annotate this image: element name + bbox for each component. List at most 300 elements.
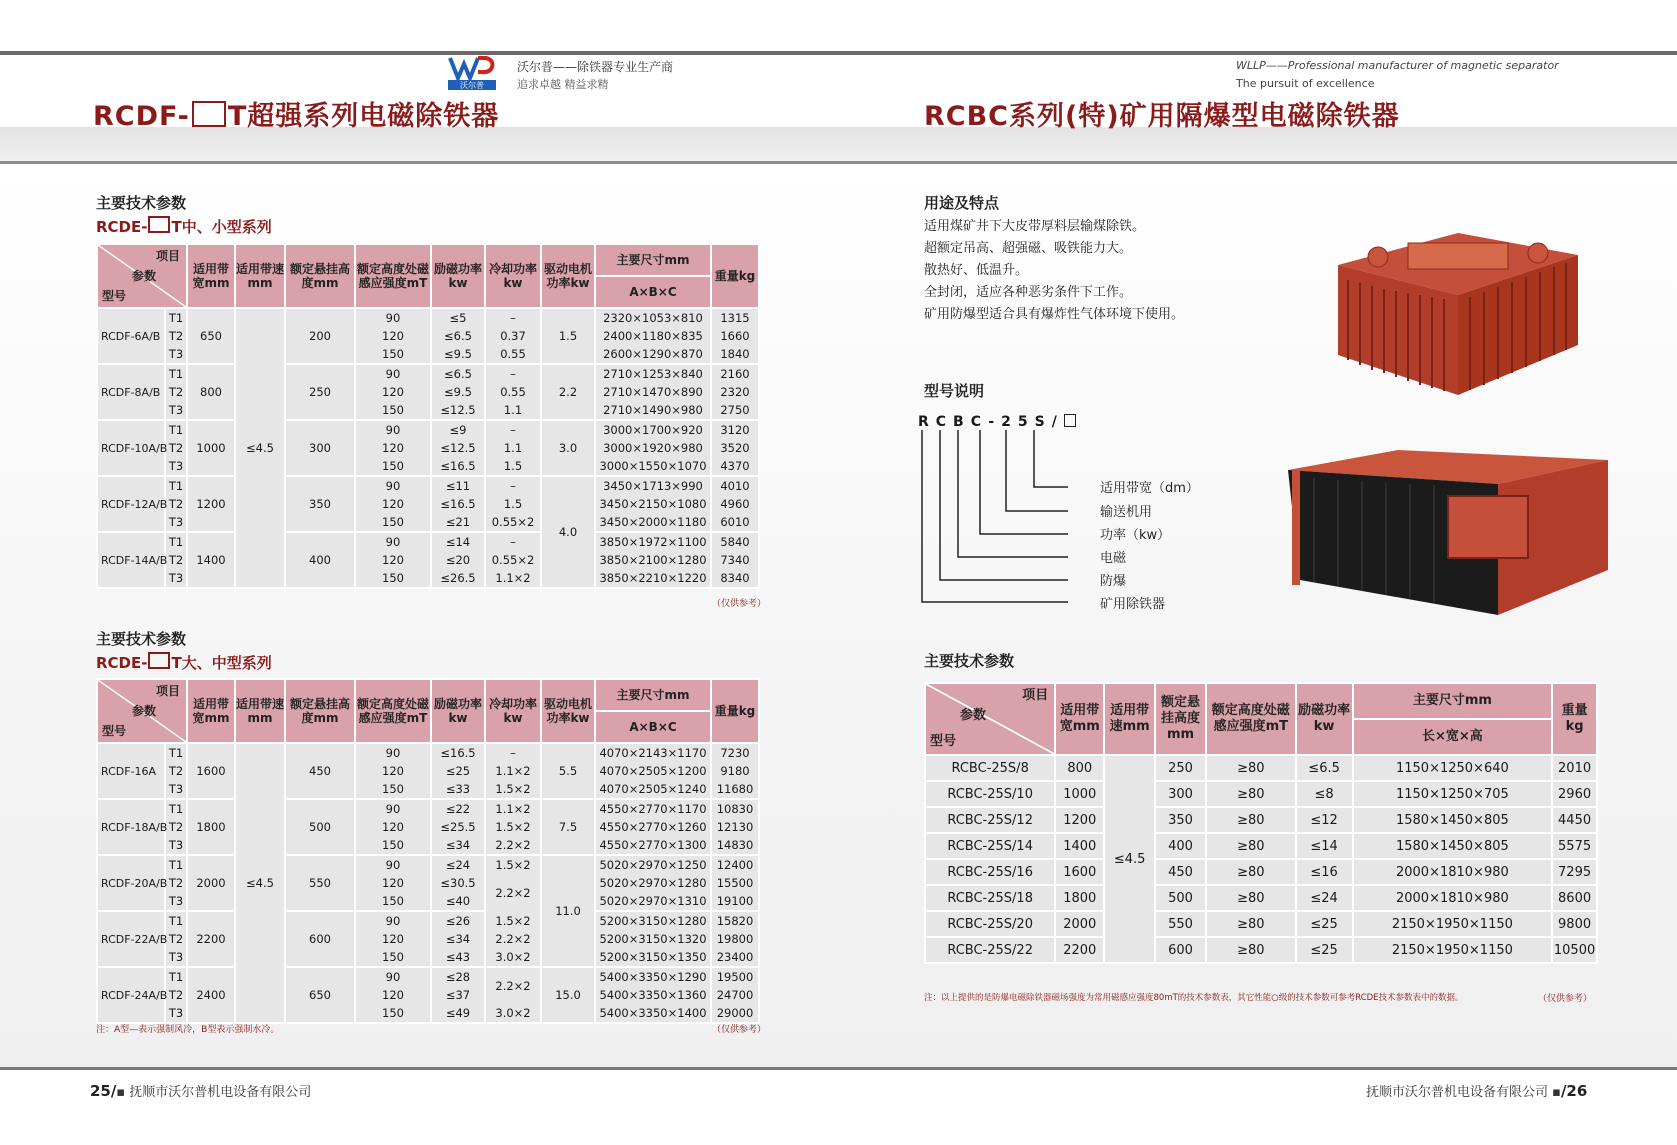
weight-cell: 4450 [1552, 807, 1597, 833]
variant-cell: T2 [165, 383, 187, 401]
variant-cell: T2 [165, 930, 187, 948]
excite-cell: ≤25 [1296, 937, 1353, 963]
field-cell: 150 [355, 1004, 431, 1023]
header-weight: 重量kg [711, 244, 759, 308]
weight-cell: 11680 [711, 780, 759, 799]
cool-cell: 1.5×2 [485, 780, 541, 799]
weight-cell: 19800 [711, 930, 759, 948]
field-cell: 120 [355, 495, 431, 513]
cool-cell: 0.55×2 [485, 551, 541, 569]
header-row [97, 679, 759, 711]
variant-cell: T2 [165, 818, 187, 836]
diagonal-header-cell [97, 244, 187, 308]
variant-cell: T2 [165, 551, 187, 569]
legend-explosion-proof: 防爆 [1100, 574, 1127, 589]
model-cell: RCDF-16A [97, 743, 165, 799]
table-row [97, 855, 759, 874]
header-weight: 重量kg [711, 679, 759, 743]
excite-cell: ≤5 [431, 308, 485, 327]
excite-cell: ≤34 [431, 836, 485, 855]
header-item: 项目 [155, 249, 180, 263]
excite-cell: ≤24 [1296, 885, 1353, 911]
cool-cell: 3.0×2 [485, 948, 541, 967]
dims-cell: 3000×1700×920 [595, 420, 711, 439]
excite-cell: ≤43 [431, 948, 485, 967]
footer-company: 抚顺市沃尔普机电设备有限公司 ▪ [1366, 1085, 1561, 1100]
weight-cell: 2010 [1552, 755, 1597, 781]
weight-cell: 29000 [711, 1004, 759, 1023]
weight-cell: 1315 [711, 308, 759, 327]
header-cool-power: 冷却功率kw [485, 244, 541, 308]
dims-cell: 2400×1180×835 [595, 327, 711, 345]
height-cell: 550 [285, 855, 355, 911]
excite-cell: ≤14 [431, 532, 485, 551]
table-row [925, 885, 1597, 911]
height-cell: 350 [1155, 807, 1206, 833]
height-cell: 400 [1155, 833, 1206, 859]
legend-power: 功率（kw） [1100, 528, 1171, 543]
header-field-strength: 额定高度处磁感应强度mT [1206, 683, 1296, 755]
weight-cell: 8340 [711, 569, 759, 588]
header-cool-power: 冷却功率kw [485, 679, 541, 743]
motor-cell: 4.0 [541, 476, 595, 588]
dims-cell: 4550×2770×1170 [595, 799, 711, 818]
table-row [97, 532, 759, 551]
motor-cell: 15.0 [541, 967, 595, 1023]
variant-cell: T3 [165, 345, 187, 364]
variant-cell: T3 [165, 948, 187, 967]
model-cell: RCDF-12A/B [97, 476, 165, 532]
weight-cell: 5840 [711, 532, 759, 551]
field-cell: 90 [355, 799, 431, 818]
variant-cell: T3 [165, 1004, 187, 1023]
cool-cell: 1.5×2 [485, 818, 541, 836]
page-title: RCBC系列(特)矿用隔爆型电磁除铁器 [924, 101, 1400, 132]
table-row [97, 743, 759, 762]
english-slogan: The pursuit of excellence [1236, 77, 1375, 90]
excite-cell: ≤25.5 [431, 818, 485, 836]
model-cell: RCBC-25S/20 [925, 911, 1055, 937]
header-model: 型号 [102, 724, 127, 738]
dims-cell: 5200×3150×1320 [595, 930, 711, 948]
header-dimensions-sub: A×B×C [595, 276, 711, 308]
speed-cell: ≤4.5 [235, 743, 285, 1023]
table-row [925, 755, 1597, 781]
footer-company: ▪ 抚顺市沃尔普机电设备有限公司 [116, 1085, 312, 1100]
excite-cell: ≤37 [431, 986, 485, 1004]
field-cell: 120 [355, 551, 431, 569]
table-row [925, 911, 1597, 937]
header-belt-speed: 适用带速mm [235, 679, 285, 743]
left-footer [90, 1081, 311, 1100]
legend-conveyor: 输送机用 [1100, 505, 1153, 520]
table-row [97, 308, 759, 327]
excite-cell: ≤12.5 [431, 439, 485, 457]
model-cell: RCDF-8A/B [97, 364, 165, 420]
model-cell: RCDF-24A/B [97, 967, 165, 1023]
field-cell: 150 [355, 401, 431, 420]
dims-cell: 5020×2970×1310 [595, 892, 711, 911]
top-rule [838, 51, 1677, 55]
field-cell: 150 [355, 345, 431, 364]
height-cell: 500 [1155, 885, 1206, 911]
height-cell: 600 [1155, 937, 1206, 963]
model-cell: RCDF-6A/B [97, 308, 165, 364]
belt-cell: 1400 [187, 532, 235, 588]
motor-cell: 5.5 [541, 743, 595, 799]
model-code-text: RCBC-25S/ [918, 414, 1064, 430]
variant-cell: T3 [165, 892, 187, 911]
motor-cell: 2.2 [541, 364, 595, 420]
height-cell: 650 [285, 967, 355, 1023]
model-cell: RCDF-22A/B [97, 911, 165, 967]
header-belt-speed: 适用带速mm [235, 244, 285, 308]
cool-cell: – [485, 532, 541, 551]
variant-cell: T1 [165, 967, 187, 986]
dims-cell: 5020×2970×1250 [595, 855, 711, 874]
header-weight: 重量kg [1552, 683, 1597, 755]
header-row [97, 244, 759, 276]
header-model: 型号 [102, 289, 127, 303]
section2-subheading [96, 652, 272, 673]
header-dimensions-sub: 长×宽×高 [1353, 719, 1553, 755]
field-cell: 120 [355, 439, 431, 457]
feature-item: 全封闭，适应各种恶劣条件下工作。 [924, 285, 1133, 300]
variant-cell: T2 [165, 762, 187, 780]
table-row [97, 476, 759, 495]
field-cell: ≥80 [1206, 755, 1296, 781]
height-cell: 200 [285, 308, 355, 364]
sub1-box [148, 216, 170, 233]
right-footer [1366, 1081, 1587, 1100]
dims-cell: 2320×1053×810 [595, 308, 711, 327]
logo-text: 沃尔普 [460, 81, 484, 90]
sub2-suffix: T大、中型系列 [171, 654, 272, 672]
cool-cell: 1.1×2 [485, 799, 541, 818]
excite-cell: ≤49 [431, 1004, 485, 1023]
field-cell: 90 [355, 532, 431, 551]
dims-cell: 3450×2000×1180 [595, 513, 711, 532]
table-row [925, 859, 1597, 885]
weight-cell: 7230 [711, 743, 759, 762]
params-heading: 主要技术参数 [924, 652, 1015, 670]
table-row [925, 807, 1597, 833]
dims-cell: 2000×1810×980 [1353, 885, 1553, 911]
feature-item: 超额定吊高、超强磁、吸铁能力大。 [924, 241, 1133, 256]
weight-cell: 15500 [711, 874, 759, 892]
excite-cell: ≤28 [431, 967, 485, 986]
belt-cell: 2200 [1055, 937, 1104, 963]
field-cell: 120 [355, 383, 431, 401]
cool-cell: 2.2×2 [485, 967, 541, 1004]
belt-cell: 650 [187, 308, 235, 364]
header-dimensions: 主要尺寸mm [595, 679, 711, 711]
excite-cell: ≤34 [431, 930, 485, 948]
field-cell: 120 [355, 930, 431, 948]
field-cell: 150 [355, 569, 431, 588]
header-belt-width: 适用带宽mm [187, 244, 235, 308]
header-excite-power: 励磁功率kw [431, 244, 485, 308]
title-placeholder-box [192, 101, 226, 127]
weight-cell: 4010 [711, 476, 759, 495]
cool-cell: – [485, 476, 541, 495]
field-cell: 150 [355, 457, 431, 476]
page-title [93, 94, 499, 133]
product-photo-top [1308, 225, 1608, 405]
variant-cell: T1 [165, 308, 187, 327]
diagonal-header-cell [97, 679, 187, 743]
belt-cell: 1200 [1055, 807, 1104, 833]
weight-cell: 1660 [711, 327, 759, 345]
weight-cell: 19500 [711, 967, 759, 986]
dims-cell: 3850×2210×1220 [595, 569, 711, 588]
title-suffix: T超强系列电磁除铁器 [227, 101, 500, 132]
dims-cell: 3000×1550×1070 [595, 457, 711, 476]
height-cell: 500 [285, 799, 355, 855]
excite-cell: ≤26.5 [431, 569, 485, 588]
title-prefix: RCDF- [93, 101, 190, 132]
cool-cell: 2.2×2 [485, 930, 541, 948]
variant-cell: T3 [165, 401, 187, 420]
weight-cell: 9800 [1552, 911, 1597, 937]
field-cell: 90 [355, 476, 431, 495]
weight-cell: 15820 [711, 911, 759, 930]
variant-cell: T3 [165, 836, 187, 855]
variant-cell: T1 [165, 855, 187, 874]
field-cell: ≥80 [1206, 937, 1296, 963]
model-cell: RCDF-14A/B [97, 532, 165, 588]
english-tagline: WLLP——Professional manufacturer of magnetic separator [1236, 59, 1559, 72]
section2-heading: 主要技术参数 [96, 630, 187, 648]
field-cell: 90 [355, 743, 431, 762]
model-cell: RCDF-18A/B [97, 799, 165, 855]
belt-cell: 800 [187, 364, 235, 420]
dims-cell: 4070×2505×1240 [595, 780, 711, 799]
page-number-26: /26 [1560, 1082, 1588, 1100]
field-cell: ≥80 [1206, 781, 1296, 807]
header-motor-power: 驱动电机功率kw [541, 244, 595, 308]
weight-cell: 4370 [711, 457, 759, 476]
spec-table-large-medium [96, 678, 760, 1024]
feature-item: 适用煤矿井下大皮带厚料层输煤除铁。 [924, 219, 1146, 234]
variant-cell: T1 [165, 743, 187, 762]
excite-cell: ≤16 [1296, 859, 1353, 885]
bottom-rule [838, 1067, 1677, 1070]
rcbc-note: 注：以上提供的是防爆电磁除铁器磁场强度为常用磁感应强度80mT的技术参数表，其它性能○级的技术参数可参考RCDE技术参数表中的数据。 [924, 993, 1464, 1003]
feature-item: 矿用防爆型适合具有爆炸性气体环境下使用。 [924, 307, 1185, 322]
speed-cell: ≤4.5 [235, 308, 285, 588]
height-cell: 450 [1155, 859, 1206, 885]
variant-cell: T3 [165, 569, 187, 588]
motor-cell: 1.5 [541, 308, 595, 364]
dims-cell: 4550×2770×1300 [595, 836, 711, 855]
weight-cell: 2320 [711, 383, 759, 401]
sub2-box [148, 652, 170, 669]
excite-cell: ≤25 [431, 762, 485, 780]
model-cell: RCBC-25S/22 [925, 937, 1055, 963]
cool-cell: 0.55×2 [485, 513, 541, 532]
cool-cell: 1.5×2 [485, 855, 541, 874]
height-cell: 250 [285, 364, 355, 420]
dims-cell: 3450×2150×1080 [595, 495, 711, 513]
weight-cell: 12400 [711, 855, 759, 874]
belt-cell: 1000 [187, 420, 235, 476]
bottom-rule [0, 1067, 838, 1070]
cool-cell: 1.1×2 [485, 569, 541, 588]
field-cell: 150 [355, 780, 431, 799]
reference-only-note-2: （仅供参考） [712, 1025, 767, 1035]
height-cell: 450 [285, 743, 355, 799]
page-number-25: 25/ [90, 1082, 117, 1100]
left-page [0, 0, 838, 1145]
speed-cell: ≤4.5 [1104, 755, 1155, 963]
variant-cell: T1 [165, 476, 187, 495]
cool-cell: 1.1×2 [485, 762, 541, 780]
dims-cell: 1150×1250×640 [1353, 755, 1553, 781]
brand-tagline: 沃尔普——除铁器专业生产商 [517, 60, 674, 74]
sub1-suffix: T中、小型系列 [171, 218, 272, 236]
variant-cell: T2 [165, 327, 187, 345]
belt-cell: 2000 [1055, 911, 1104, 937]
belt-cell: 1600 [187, 743, 235, 799]
header-item: 项目 [155, 684, 180, 698]
variant-cell: T3 [165, 457, 187, 476]
weight-cell: 10500 [1552, 937, 1597, 963]
model-cell: RCBC-25S/16 [925, 859, 1055, 885]
rcbc-reference-only: （仅供参考） [1538, 994, 1593, 1004]
model-cell: RCBC-25S/10 [925, 781, 1055, 807]
height-cell: 250 [1155, 755, 1206, 781]
weight-cell: 6010 [711, 513, 759, 532]
cool-cell: – [485, 364, 541, 383]
weight-cell: 19100 [711, 892, 759, 911]
variant-cell: T3 [165, 780, 187, 799]
cool-cell: – [485, 743, 541, 762]
belt-cell: 1000 [1055, 781, 1104, 807]
dims-cell: 5400×3350×1400 [595, 1004, 711, 1023]
motor-cell: 3.0 [541, 420, 595, 476]
height-cell: 300 [1155, 781, 1206, 807]
header-hang-height: 额定悬挂高度mm [1155, 683, 1206, 755]
excite-cell: ≤21 [431, 513, 485, 532]
belt-cell: 1200 [187, 476, 235, 532]
header-param: 参数 [132, 269, 157, 283]
dims-cell: 5400×3350×1360 [595, 986, 711, 1004]
dims-cell: 4070×2143×1170 [595, 743, 711, 762]
header-belt-speed: 适用带速mm [1104, 683, 1155, 755]
height-cell: 400 [285, 532, 355, 588]
cool-cell: 1.5×2 [485, 911, 541, 930]
belt-cell: 2400 [187, 967, 235, 1023]
feature-item: 散热好、低温升。 [924, 263, 1029, 278]
dims-cell: 3000×1920×980 [595, 439, 711, 457]
cool-cell: – [485, 420, 541, 439]
belt-cell: 1400 [1055, 833, 1104, 859]
model-code-diagram-lines [838, 420, 1138, 620]
weight-cell: 4960 [711, 495, 759, 513]
top-rule [0, 51, 838, 55]
field-cell: 90 [355, 911, 431, 930]
motor-cell: 11.0 [541, 855, 595, 967]
table-row [925, 937, 1597, 963]
legend-mining-separator: 矿用除铁器 [1100, 597, 1166, 612]
excite-cell: ≤33 [431, 780, 485, 799]
field-cell: 90 [355, 855, 431, 874]
weight-cell: 23400 [711, 948, 759, 967]
excite-cell: ≤30.5 [431, 874, 485, 892]
weight-cell: 3120 [711, 420, 759, 439]
dims-cell: 2710×1490×980 [595, 401, 711, 420]
field-cell: 150 [355, 836, 431, 855]
belt-cell: 1600 [1055, 859, 1104, 885]
weight-cell: 2160 [711, 364, 759, 383]
excite-cell: ≤16.5 [431, 495, 485, 513]
dims-cell: 2600×1290×870 [595, 345, 711, 364]
section1-heading: 主要技术参数 [96, 194, 187, 212]
weight-cell: 24700 [711, 986, 759, 1004]
variant-cell: T3 [165, 513, 187, 532]
header-field-strength: 额定高度处磁感应强度mT [355, 679, 431, 743]
dims-cell: 4550×2770×1260 [595, 818, 711, 836]
model-cell: RCBC-25S/8 [925, 755, 1055, 781]
weight-cell: 9180 [711, 762, 759, 780]
excite-cell: ≤24 [431, 855, 485, 874]
product-photo-bottom [1278, 440, 1618, 620]
variant-cell: T1 [165, 799, 187, 818]
cool-cell: 1.1 [485, 401, 541, 420]
dims-cell: 2150×1950×1150 [1353, 937, 1553, 963]
height-cell: 600 [285, 911, 355, 967]
weight-cell: 12130 [711, 818, 759, 836]
excite-cell: ≤16.5 [431, 743, 485, 762]
field-cell: ≥80 [1206, 885, 1296, 911]
cool-cell: 2.2×2 [485, 836, 541, 855]
feature-list [924, 216, 1184, 326]
cooling-note: 注：A型—表示强制风冷，B型表示强制水冷。 [96, 1025, 280, 1035]
weight-cell: 7340 [711, 551, 759, 569]
section1-subheading [96, 216, 272, 237]
belt-cell: 2200 [187, 911, 235, 967]
variant-cell: T1 [165, 364, 187, 383]
excite-cell: ≤14 [1296, 833, 1353, 859]
dims-cell: 2000×1810×980 [1353, 859, 1553, 885]
cool-cell: 0.55 [485, 345, 541, 364]
cool-cell: 3.0×2 [485, 1004, 541, 1023]
sub1-prefix: RCDE- [96, 218, 148, 236]
model-cell: RCBC-25S/12 [925, 807, 1055, 833]
sub2-prefix: RCDE- [96, 654, 148, 672]
dims-cell: 2710×1470×890 [595, 383, 711, 401]
cool-cell: 0.55 [485, 383, 541, 401]
header-dimensions-sub: A×B×C [595, 711, 711, 743]
height-cell: 300 [285, 420, 355, 476]
header-hang-height: 额定悬挂高度mm [285, 244, 355, 308]
weight-cell: 2960 [1552, 781, 1597, 807]
variant-cell: T1 [165, 532, 187, 551]
model-cell: RCDF-10A/B [97, 420, 165, 476]
excite-cell: ≤26 [431, 911, 485, 930]
field-cell: ≥80 [1206, 833, 1296, 859]
cool-cell: 2.2×2 [485, 874, 541, 911]
field-cell: 90 [355, 308, 431, 327]
variant-cell: T2 [165, 495, 187, 513]
usage-heading: 用途及特点 [924, 194, 1000, 212]
excite-cell: ≤8 [1296, 781, 1353, 807]
field-cell: 120 [355, 818, 431, 836]
header-row [925, 683, 1597, 719]
excite-cell: ≤6.5 [431, 364, 485, 383]
dims-cell: 2710×1253×840 [595, 364, 711, 383]
